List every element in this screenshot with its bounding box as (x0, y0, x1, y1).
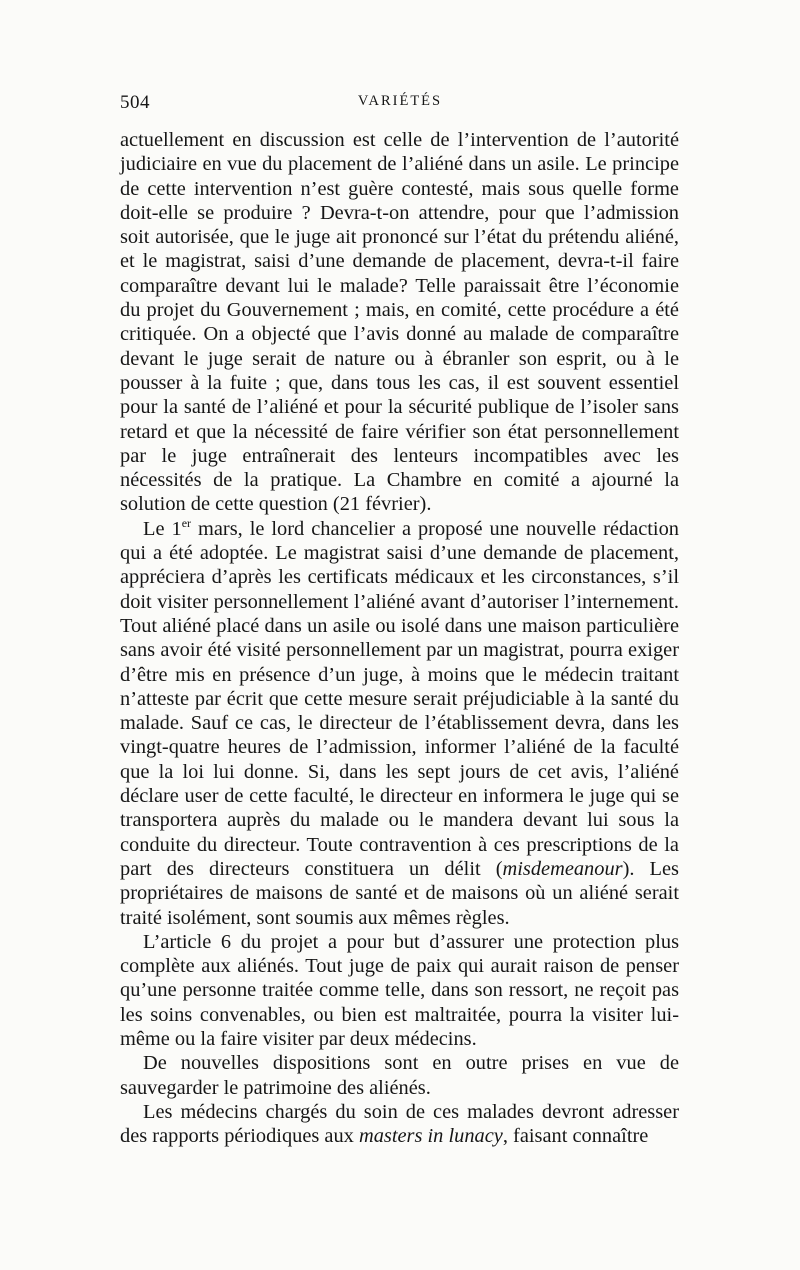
ordinal-superscript: er (181, 515, 192, 530)
paragraph-5-start: Les médecins chargés du soin de ces malades devront adresser des rapports périodiques aux (120, 1100, 679, 1148)
paragraph-2-middle: mars, le lord chancelier a proposé une nouvelle rédaction qui a été adoptée. Le magistrat saisi d’une demande de placement, appréciera d’après les certificats médicaux et les circonstances, s’il doit visiter personnellement l’aliéné avant d’autoriser l’internement. Tout aliéné placé dans un asile ou isolé dans une maison particulière sans avoir été visité personnellement par un magistrat, pourra exiger d’être mis en présence d’un juge, à moins que le médecin traitant n’atteste par écrit que cette mesure serait préjudiciable à la santé du malade. Sauf ce cas, le directeur de l’établissement devra, dans les vingt-quatre heures de l’admission, informer l’aliéné de la faculté que la loi lui donne. Si, dans les sept jours de cet avis, l’aliéné déclare user de cette faculté, le directeur en informera le juge qui se transportera auprès du malade ou le mandera devant lui sous la conduite du directeur. Toute contravention à ces prescriptions de la part des directeurs constituera un délit ( (120, 517, 679, 880)
paragraph-2 (120, 517, 679, 930)
paragraph-2-end: ). Les propriétaires de maisons de santé et de maisons où un aliéné serait traité isolément, sont soumis aux mêmes règles. (120, 857, 679, 929)
paragraph-2-start: Le 1 (143, 517, 182, 540)
paragraph-3: L’article 6 du projet a pour but d’assurer une protection plus complète aux aliénés. Tout juge de paix qui aurait raison de penser qu’une personne traitée comme telle, dans son ressort, ne reçoit pas les soins convenables, ou bien est maltraitée, pourra la visiter lui-même ou la faire visiter par deux médecins. (120, 930, 679, 1050)
paragraph-4: De nouvelles dispositions sont en outre prises en vue de sauvegarder le patrimoine des aliénés. (120, 1052, 679, 1099)
paragraph-5-end: , faisant connaître (502, 1125, 649, 1148)
page-number: 504 (120, 92, 150, 113)
body-text (120, 128, 679, 1148)
running-title: VARIÉTÉS (357, 93, 443, 109)
paragraph-5 (120, 1100, 679, 1149)
paragraph-1: actuellement en discussion est celle de l’intervention de l’autorité judiciaire en vue du placement de l’aliéné dans un asile. Le principe de cette intervention n’est guère contesté, mais sous quelle forme doit-elle se produire ? Devra-t-on attendre, pour que l’admission soit autorisée, que le juge ait prononcé sur l’état du prétendu aliéné, et le magistrat, saisi d’une demande de placement, devra-t-il faire comparaître devant lui le malade? Telle paraissait être l’économie du projet du Gouvernement ; mais, en comité, cette procédure a été critiquée. On a objecté que l’avis donné au malade de comparaître devant le juge serait de nature ou à ébranler son esprit, ou à le pousser à la fuite ; que, dans tous les cas, il est souvent essentiel pour la santé de l’aliéné et pour la sécurité publique de l’isoler sans retard et que la nécessité de faire vérifier son état personnellement par le juge entraînerait des lenteurs incompatibles avec les nécessités de la pratique. La Chambre en comité a ajourné la solution de cette question (21 février). (120, 129, 679, 516)
page-header (120, 92, 680, 122)
italic-term-masters-in-lunacy: masters in lunacy (358, 1125, 503, 1148)
italic-term-misdemeanour: misdemeanour (502, 857, 623, 880)
